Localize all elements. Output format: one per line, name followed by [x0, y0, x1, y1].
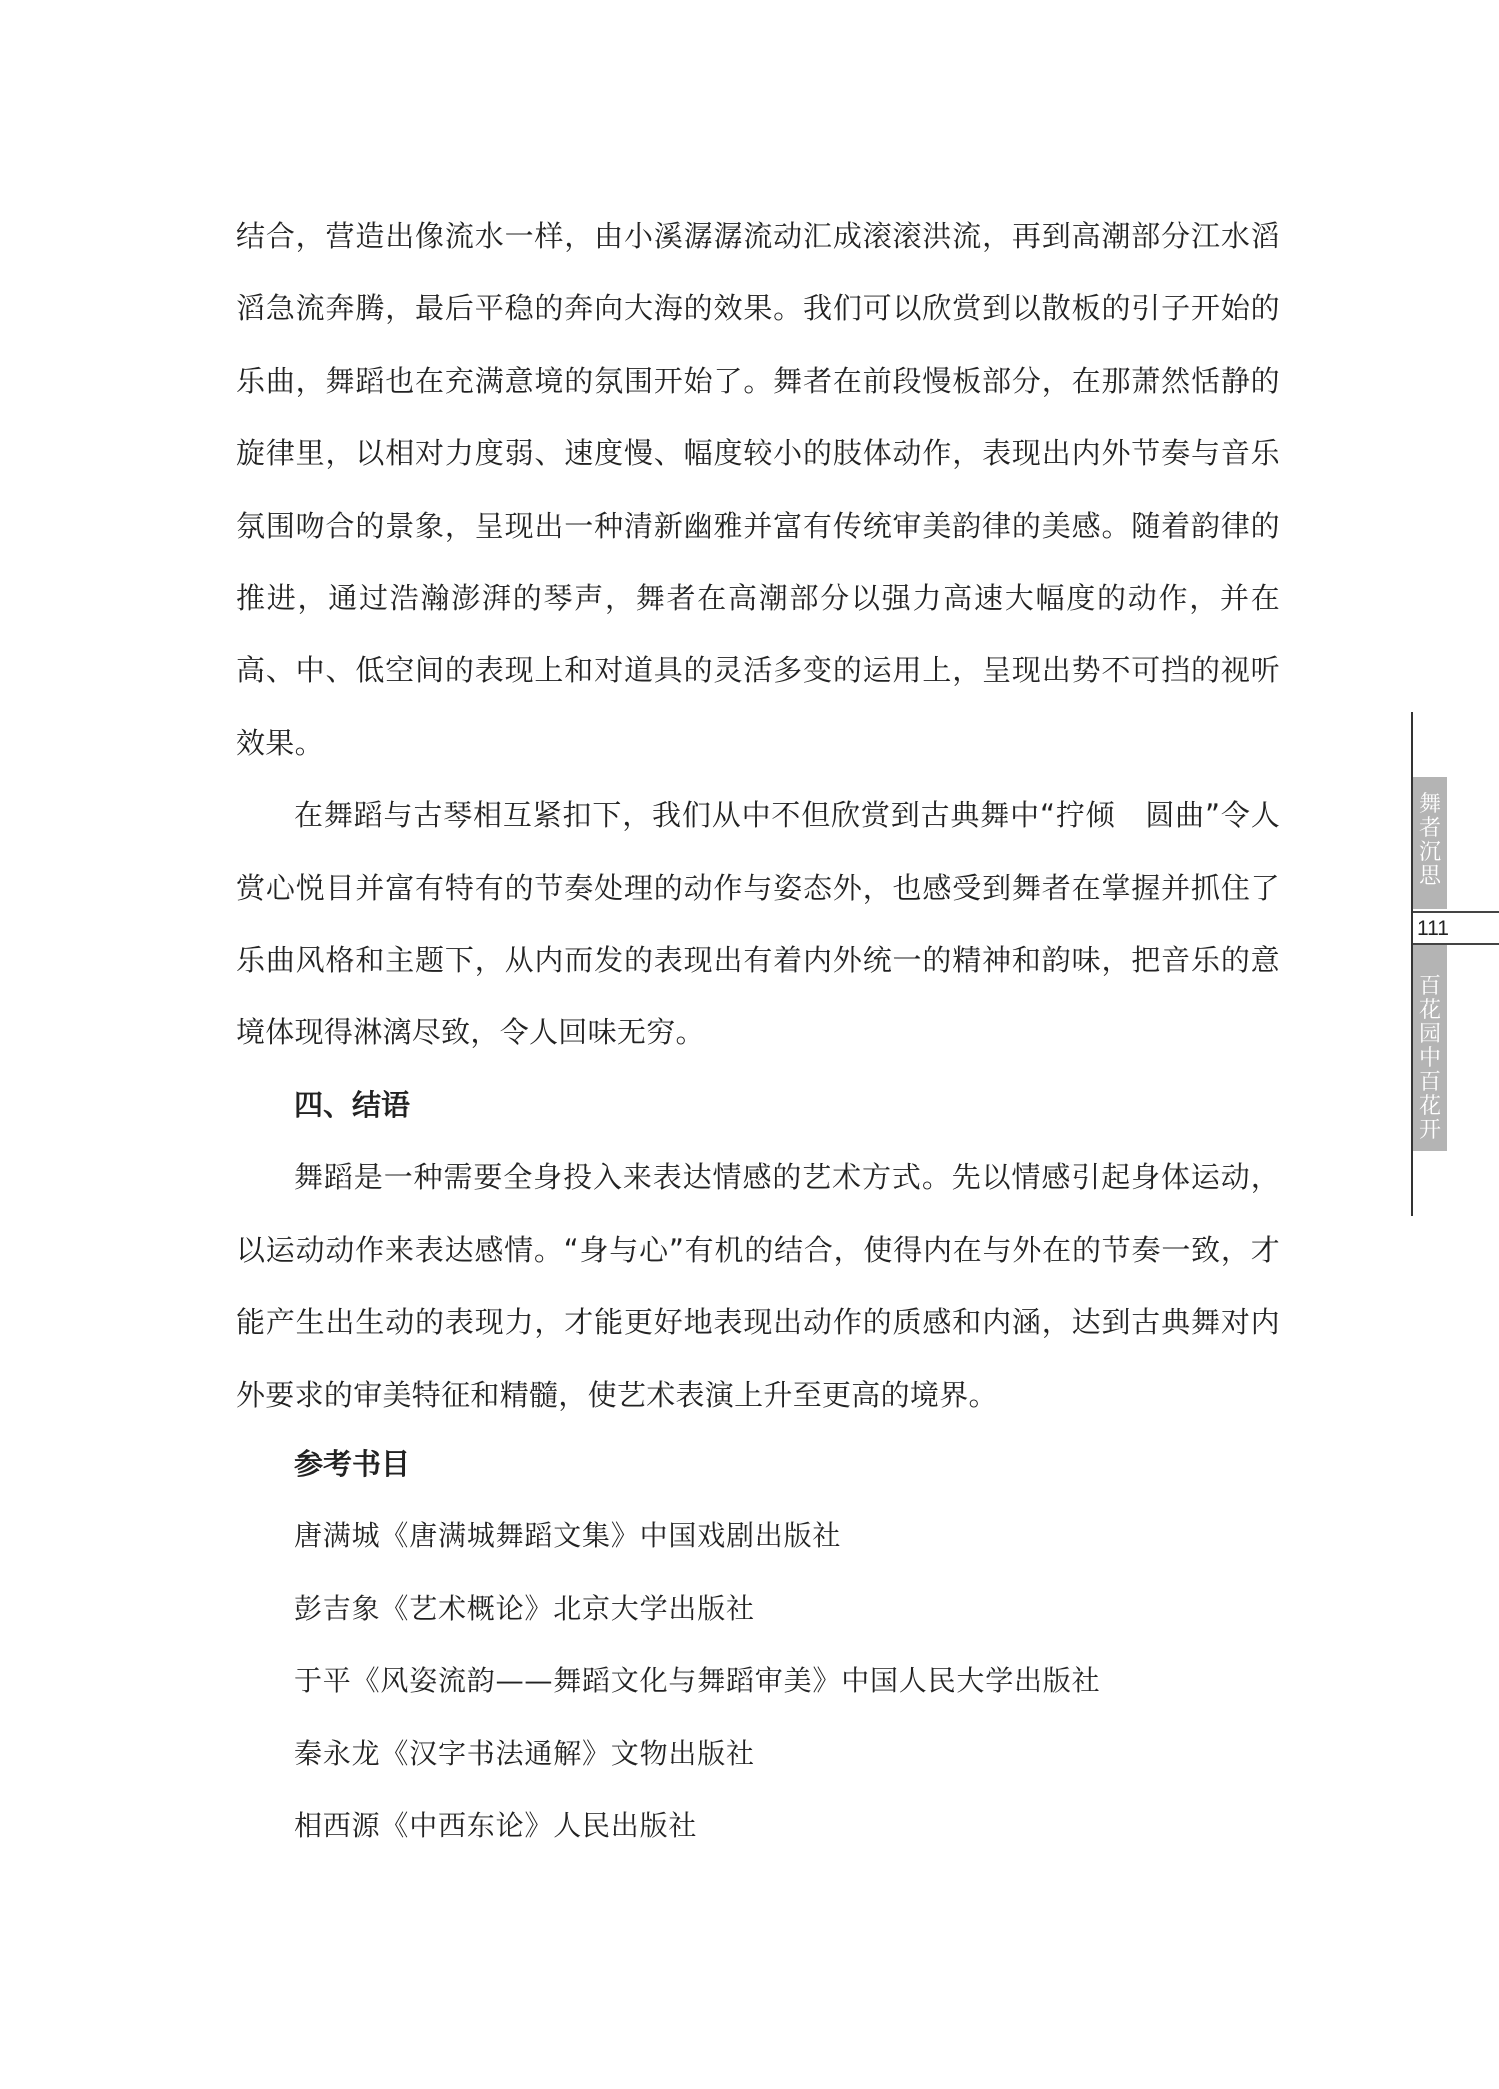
reference-item: 相西源《中西东论》人民出版社	[294, 1809, 698, 1843]
book-label: 百花园中百花开	[1418, 974, 1441, 1143]
reference-item: 唐满城《唐满城舞蹈文集》中国戏剧出版社	[294, 1519, 842, 1553]
body-paragraph: 在舞蹈与古琴相互紧扣下，我们从中不但欣赏到古典舞中“拧倾 圆曲”令人赏心悦目并富有特有的节奏处理的动作与姿态外，也感受到舞者在掌握并抓住了乐曲风格和主题下，从内而发的表现出有着内外统一的精神和韵味，把音乐的意境体现得淋漓尽致，令人回味无穷。	[236, 798, 1280, 1050]
references	[294, 1428, 1294, 1862]
conclusion-paragraph: 舞蹈是一种需要全身投入来表达情感的艺术方式。先以情感引起身体运动，以运动动作来表达感情。“身与心”有机的结合，使得内在与外在的节奏一致，才能产生出生动的表现力，才能更好地表现出动作的质感和内涵，达到古典舞对内外要求的审美特征和精髓，使艺术表演上升至更高的境界。	[236, 1160, 1280, 1412]
book-tab	[1413, 945, 1447, 1151]
main-text	[236, 200, 1280, 1431]
section-heading: 四、结语	[294, 1087, 411, 1122]
references-title: 参考书目	[294, 1447, 411, 1481]
section-label: 舞者沉思	[1418, 792, 1441, 889]
page-number: 111	[1417, 917, 1449, 940]
reference-item: 秦永龙《汉字书法通解》文物出版社	[294, 1736, 755, 1770]
body-paragraph: 结合，营造出像流水一样，由小溪潺潺流动汇成滚滚洪流，再到高潮部分江水滔滔急流奔腾，最后平稳的奔向大海的效果。我们可以欣赏到以散板的引子开始的乐曲，舞蹈也在充满意境的氛围开始了。舞者在前段慢板部分，在那萧然恬静的旋律里，以相对力度弱、速度慢、幅度较小的肢体动作，表现出内外节奏与音乐氛围吻合的景象，呈现出一种清新幽雅并富有传统审美韵律的美感。随着韵律的推进，通过浩瀚澎湃的琴声，舞者在高潮部分以强力高速大幅度的动作，并在高、中、低空间的表现上和对道具的灵活多变的运用上，呈现出势不可挡的视听效果。	[236, 219, 1280, 760]
reference-item: 彭吉象《艺术概论》北京大学出版社	[294, 1591, 755, 1625]
reference-item: 于平《风姿流韵——舞蹈文化与舞蹈审美》中国人民大学出版社	[294, 1664, 1101, 1698]
page-number-box	[1413, 911, 1499, 945]
section-tab	[1413, 777, 1447, 909]
